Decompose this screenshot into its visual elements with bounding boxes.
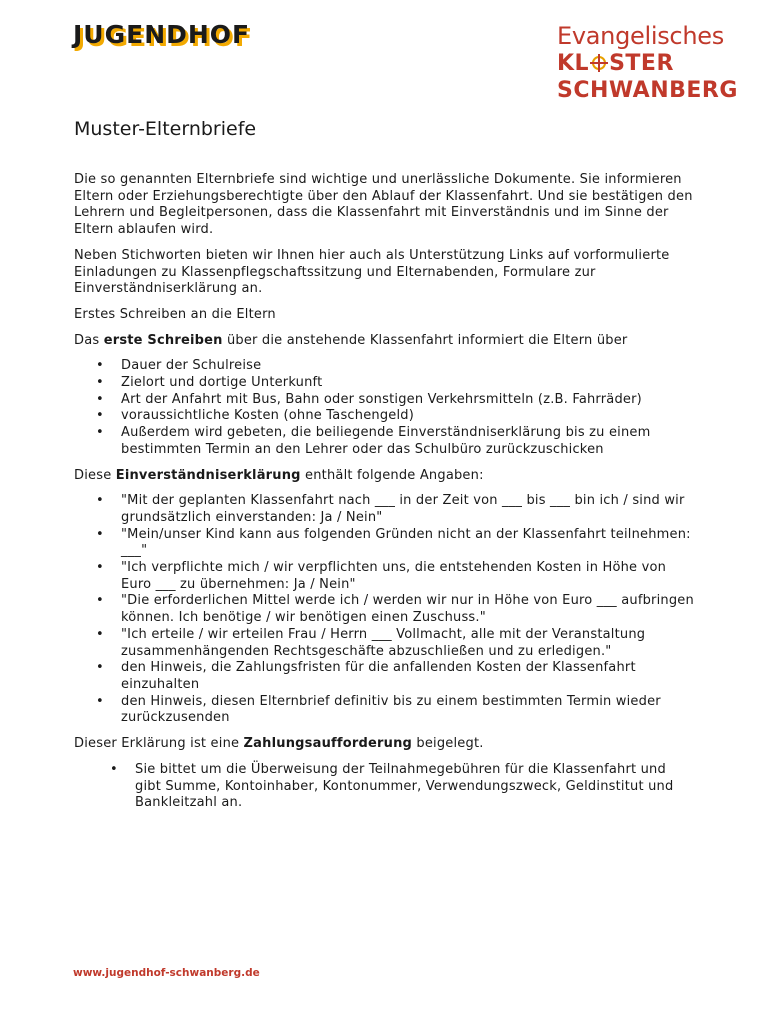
page-title: Muster-Elternbriefe <box>74 118 257 140</box>
consent-post: enthält folgende Angaben: <box>300 467 484 483</box>
list-item: • "Ich erteile / wir erteilen Frau / Herrn ___ Vollmacht, alle mit der Veranstaltung zusammenhängenden Rechtsgeschäfte abzuschließen und zu erledigen." <box>74 627 694 660</box>
kloster-schwanberg-logo <box>557 22 757 104</box>
logo-kloster-part-a: KL <box>557 51 590 76</box>
consent-intro <box>74 468 694 485</box>
first-letter-bold: erste Schreiben <box>103 332 223 348</box>
logo-line-kloster <box>557 50 757 77</box>
logo-line-evangelisches: Evangelisches <box>557 22 724 50</box>
list-item: • Außerdem wird gebeten, die beiliegende Einverständniserklärung bis zu einem bestimmten Termin an den Lehrer oder das Schulbüro zurückzuschicken <box>74 425 694 458</box>
document-body <box>74 116 694 821</box>
list-item: • Zielort und dortige Unterkunft <box>74 375 694 392</box>
cross-icon <box>590 54 608 72</box>
consent-pre: Diese <box>74 467 116 483</box>
list-item: • Art der Anfahrt mit Bus, Bahn oder sonstigen Verkehrsmitteln (z.B. Fahrräder) <box>74 392 694 409</box>
logo-kloster-part-b: STER <box>609 51 674 76</box>
payment-post: beigelegt. <box>412 736 484 752</box>
intro-paragraph-1: Die so genannten Elternbriefe sind wichtige und unerlässliche Dokumente. Sie informieren Eltern oder Erziehungsberechtigte über den Ablauf der Klassenfahrt. Und sie bestätigen den Lehrern und Begleitpersonen, dass die Klassenfahrt mit Einverständnis und im Sinne der Eltern ablaufen wird. <box>74 172 693 238</box>
list-item: • "Mit der geplanten Klassenfahrt nach ___ in der Zeit von ___ bis ___ bin ich / sind wir grundsätzlich einverstanden: Ja / Nein" <box>74 493 694 526</box>
list-item: • voraussichtliche Kosten (ohne Taschengeld) <box>74 408 694 425</box>
first-letter-list <box>74 358 694 458</box>
consent-bold: Einverständniserklärung <box>115 467 301 483</box>
section-heading: Erstes Schreiben an die Eltern <box>74 306 276 322</box>
list-item: • Sie bittet um die Überweisung der Teilnahmegebühren für die Klassenfahrt und gibt Summe, Kontoinhaber, Kontonummer, Verwendungszweck, Geldinstitut und Bankleitzahl an. <box>74 762 694 812</box>
consent-list <box>74 493 694 727</box>
list-item: • "Mein/unser Kind kann aus folgenden Gründen nicht an der Klassenfahrt teilnehmen: ___" <box>74 527 694 560</box>
payment-bold: Zahlungsaufforderung <box>243 736 413 752</box>
logo-line-schwanberg: SCHWANBERG <box>557 78 738 103</box>
list-item: • "Die erforderlichen Mittel werde ich / werden wir nur in Höhe von Euro ___ aufbringen können. Ich benötige / wir benötigen einen Zuschuss." <box>74 593 694 626</box>
list-item: • Dauer der Schulreise <box>74 358 694 375</box>
jugendhof-logo: JUGENDHOF <box>73 20 251 49</box>
first-letter-post: über die anstehende Klassenfahrt informiert die Eltern über <box>222 332 628 348</box>
first-letter-intro <box>74 333 694 350</box>
list-item: • den Hinweis, diesen Elternbrief definitiv bis zu einem bestimmten Termin wieder zurückzusenden <box>74 694 694 727</box>
intro-paragraph-2: Neben Stichworten bieten wir Ihnen hier auch als Unterstützung Links auf vorformulierte Einladungen zu Klassenpflegschaftssitzung und Elternabenden, Formulare zur Einverständniserklärung an. <box>74 247 670 297</box>
list-item: • "Ich verpflichte mich / wir verpflichten uns, die entstehenden Kosten in Höhe von Euro ___ zu übernehmen: Ja / Nein" <box>74 560 694 593</box>
first-letter-pre: Das <box>74 332 104 348</box>
footer-website-link[interactable]: www.jugendhof-schwanberg.de <box>73 967 260 979</box>
payment-list <box>74 762 694 812</box>
payment-intro <box>74 736 694 753</box>
payment-pre: Dieser Erklärung ist eine <box>74 736 244 752</box>
list-item: • den Hinweis, die Zahlungsfristen für die anfallenden Kosten der Klassenfahrt einzuhalten <box>74 660 694 693</box>
